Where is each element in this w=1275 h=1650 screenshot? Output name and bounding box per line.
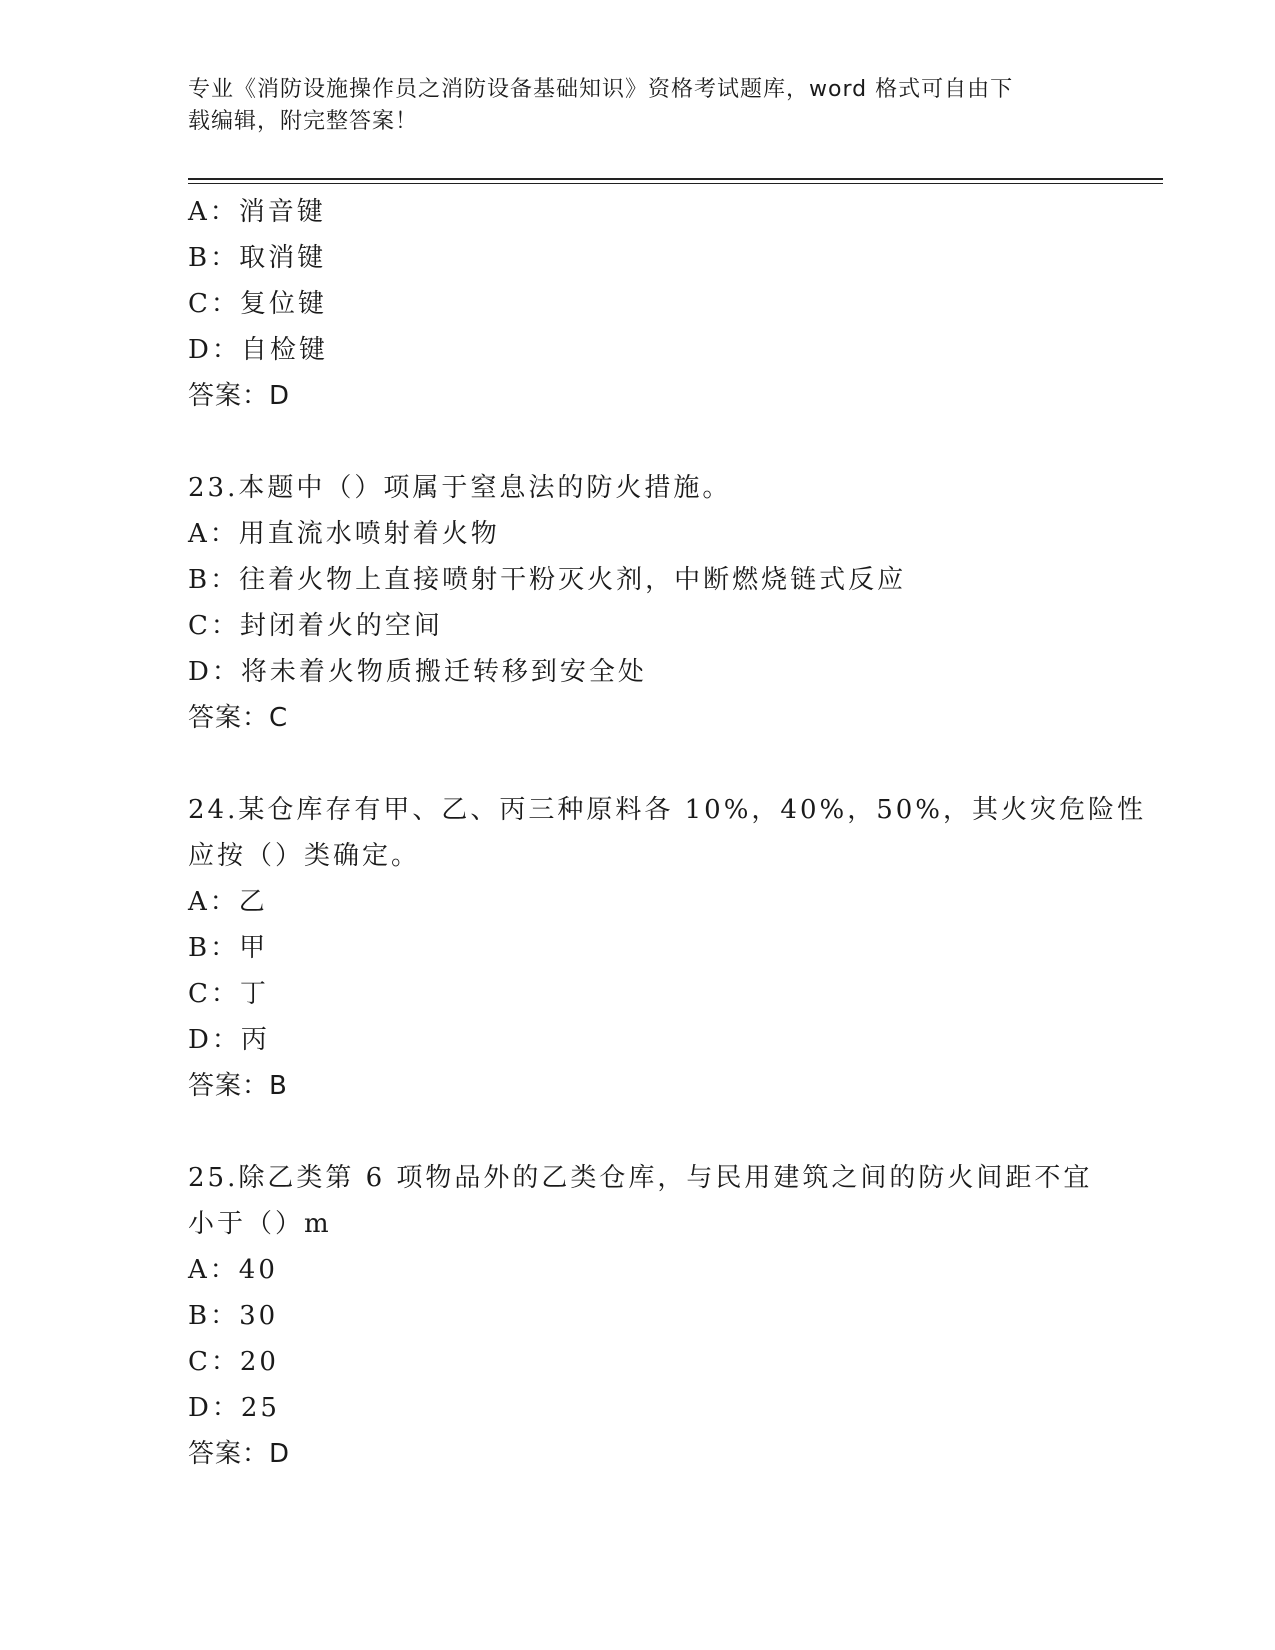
option-a: A：40 [188, 1255, 278, 1285]
question-list [188, 189, 1146, 1477]
header-line-1: 专业《消防设施操作员之消防设备基础知识》资格考试题库，word 格式可自由下 [188, 77, 1014, 102]
question-text-line-2: 小于（）m [188, 1209, 332, 1239]
option-a: A：用直流水喷射着火物 [188, 519, 500, 549]
spacer [188, 1109, 1088, 1155]
question-text-line-2: 应按（）类确定。 [188, 841, 421, 871]
question-text-line-1: 24.某仓库存有甲、乙、丙三种原料各 10%，40%，50%，其火灾危险性 [188, 795, 1146, 825]
option-d: D：丙 [188, 1025, 270, 1055]
option-a: A：乙 [188, 887, 268, 917]
option-a: A：消音键 [188, 197, 326, 227]
answer-line: 答案：B [188, 1071, 288, 1101]
option-d: D：将未着火物质搬迁转移到安全处 [188, 657, 647, 687]
answer-line: 答案：D [188, 1439, 291, 1469]
question-text: 23.本题中（）项属于窒息法的防火措施。 [188, 473, 732, 503]
spacer [188, 419, 1088, 465]
option-b: B：30 [188, 1301, 279, 1331]
header-divider-thick [188, 178, 1163, 180]
option-b: B：往着火物上直接喷射干粉灭火剂，中断燃烧链式反应 [188, 565, 907, 595]
header-line-2: 载编辑，附完整答案！ [188, 109, 419, 134]
option-b: B：取消键 [188, 243, 327, 273]
question-22 [188, 189, 1088, 419]
spacer [188, 741, 1088, 787]
option-c: C：丁 [188, 979, 269, 1009]
question-24 [188, 787, 1146, 1109]
answer-line: 答案：C [188, 703, 289, 733]
option-b: B：甲 [188, 933, 269, 963]
document-header [188, 74, 1068, 138]
question-23 [188, 465, 1088, 741]
answer-line: 答案：D [188, 381, 291, 411]
option-c: C：复位键 [188, 289, 327, 319]
option-c: C：封闭着火的空间 [188, 611, 443, 641]
question-text-line-1: 25.除乙类第 6 项物品外的乙类仓库，与民用建筑之间的防火间距不宜 [188, 1163, 1093, 1193]
header-divider-thin [188, 183, 1163, 184]
option-d: D：自检键 [188, 335, 328, 365]
option-d: D：25 [188, 1393, 280, 1423]
option-c: C：20 [188, 1347, 279, 1377]
question-25 [188, 1155, 1093, 1477]
